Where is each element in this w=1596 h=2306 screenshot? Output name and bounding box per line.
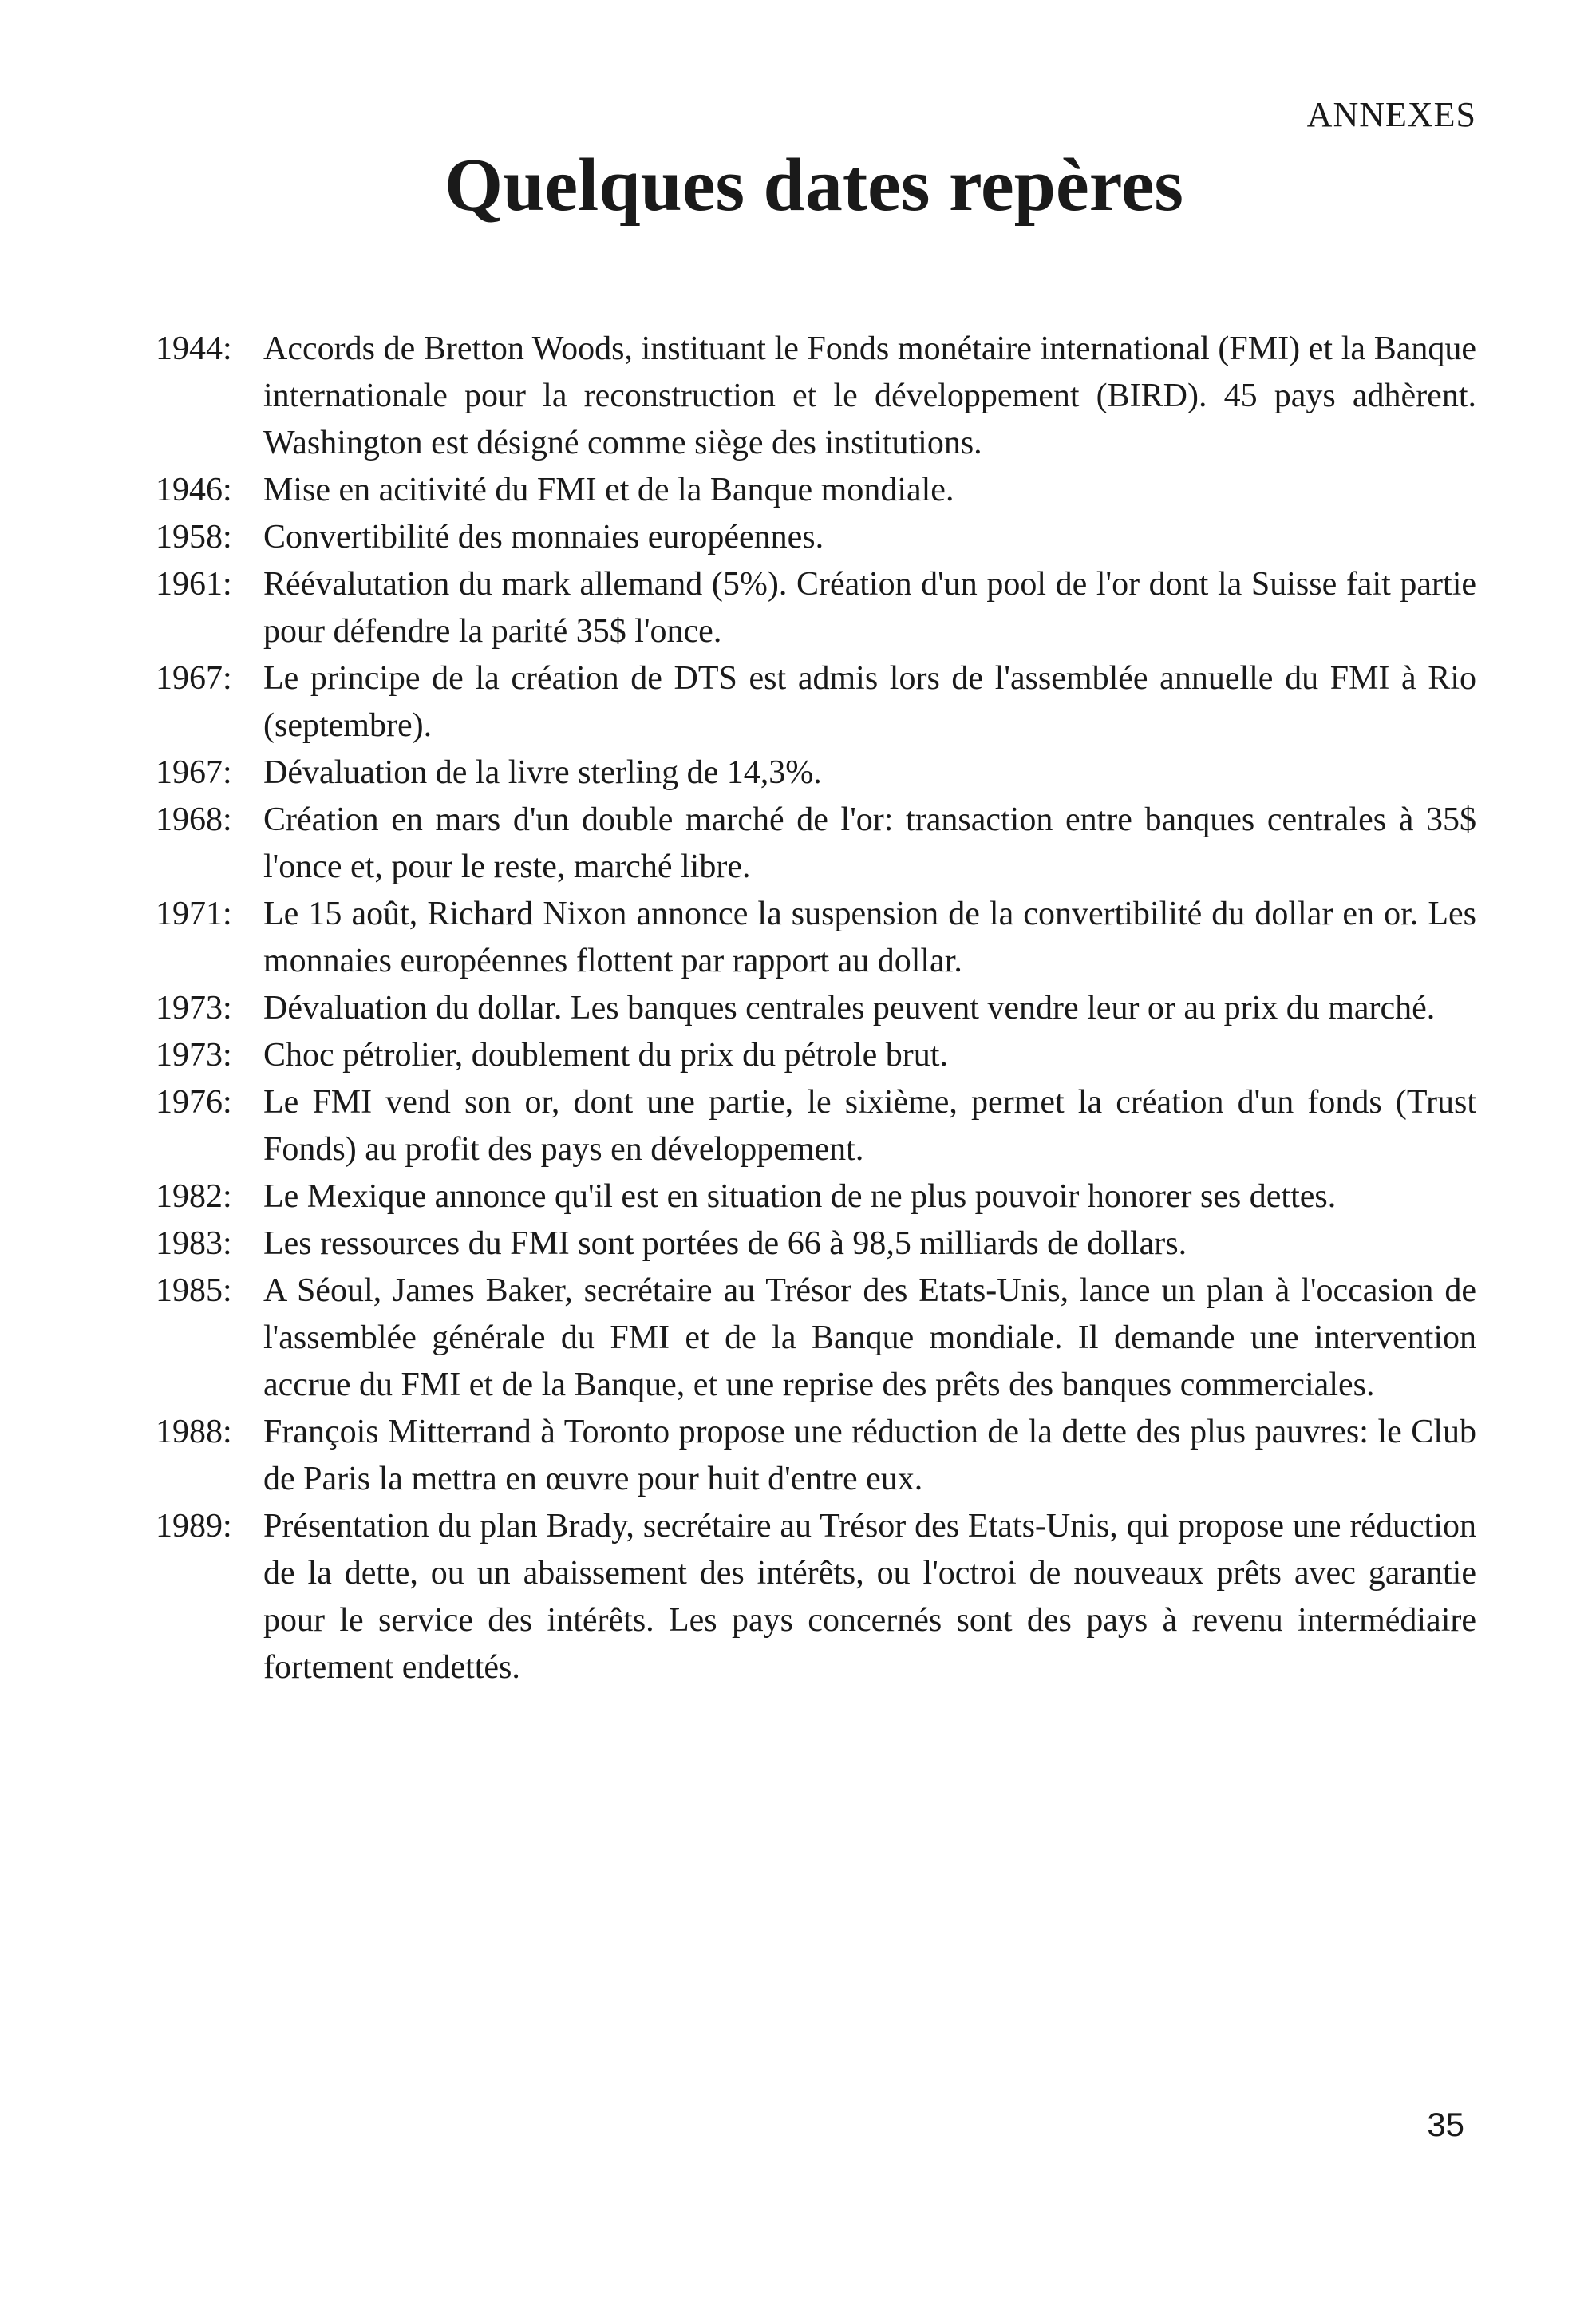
entry-year: 1946: [156,472,232,508]
timeline-entry [156,326,1476,467]
entry-year: 1971: [156,896,232,932]
page-number: 35 [1427,2106,1464,2143]
entry-text: Création en mars d'un double marché de l'or: transaction entre banques centrales à 35$ l'once et, pour le reste, marché libre. [263,801,1476,885]
page-title: Quelques dates repères [444,144,1184,227]
timeline [156,326,1476,1691]
entry-text: Dévaluation de la livre sterling de 14,3%. [263,754,822,791]
entry-text: Le principe de la création de DTS est admis lors de l'assemblée annuelle du FMI à Rio (septembre). [263,660,1476,744]
timeline-entry [156,1032,1476,1079]
entry-year: 1982: [156,1178,232,1215]
entry-text: Le Mexique annonce qu'il est en situation de ne plus pouvoir honorer ses dettes. [263,1178,1337,1215]
entry-text: François Mitterrand à Toronto propose une réduction de la dette des plus pauvres: le Club de Paris la mettra en œuvre pour huit d'entre eux. [263,1414,1476,1497]
entry-text: Mise en acitivité du FMI et de la Banque mondiale. [263,472,954,508]
entry-year: 1973: [156,990,232,1026]
entry-text: Présentation du plan Brady, secrétaire au Trésor des Etats-Unis, qui propose une réduction de la dette, ou un abaissement des intérêts, ou l'octroi de nouveaux prêts avec garantie pour le service des intérêts. Les pays concernés sont des pays à revenu intermédiaire fortement endettés. [263,1508,1476,1686]
entry-text: Le FMI vend son or, dont une partie, le sixième, permet la création d'un fonds (Trust Fonds) au profit des pays en développement. [263,1084,1476,1168]
timeline-entry [156,561,1476,655]
timeline-entry [156,797,1476,891]
entry-year: 1988: [156,1414,232,1450]
timeline-entry [156,1220,1476,1268]
entry-year: 1958: [156,519,232,556]
entry-year: 1976: [156,1084,232,1121]
entry-year: 1961: [156,566,232,603]
timeline-entry [156,891,1476,985]
timeline-entry [156,985,1476,1032]
timeline-entry [156,514,1476,561]
entry-year: 1989: [156,1508,232,1545]
timeline-entry [156,1409,1476,1503]
timeline-entry [156,1503,1476,1691]
timeline-entry [156,655,1476,750]
entry-text: A Séoul, James Baker, secrétaire au Trésor des Etats-Unis, lance un plan à l'occasion de l'assemblée générale du FMI et de la Banque mondiale. Il demande une intervention accrue du FMI et de la Banque, et une reprise des prêts des banques commerciales. [263,1272,1476,1403]
entry-year: 1985: [156,1272,232,1309]
entry-text: Choc pétrolier, doublement du prix du pétrole brut. [263,1037,948,1074]
timeline-entry [156,1079,1476,1173]
entry-text: Les ressources du FMI sont portées de 66 à 98,5 milliards de dollars. [263,1225,1187,1262]
entry-year: 1944: [156,330,232,367]
entry-text: Dévaluation du dollar. Les banques centrales peuvent vendre leur or au prix du marché. [263,990,1436,1026]
entry-year: 1983: [156,1225,232,1262]
section-label: ANNEXES [1306,95,1476,134]
entry-text: Accords de Bretton Woods, instituant le Fonds monétaire international (FMI) et la Banque internationale pour la reconstruction et le développement (BIRD). 45 pays adhèrent. Washington est désigné comme siège des institutions. [263,330,1476,461]
timeline-entry [156,1173,1476,1220]
entry-year: 1968: [156,801,232,838]
timeline-entry [156,750,1476,797]
entry-text: Convertibilité des monnaies européennes. [263,519,824,556]
timeline-entry [156,467,1476,514]
entry-text: Le 15 août, Richard Nixon annonce la suspension de la convertibilité du dollar en or. Les monnaies européennes flottent par rapport au dollar. [263,896,1476,979]
entry-text: Réévalutation du mark allemand (5%). Création d'un pool de l'or dont la Suisse fait partie pour défendre la parité 35$ l'once. [263,566,1476,650]
entry-year: 1973: [156,1037,232,1074]
entry-year: 1967: [156,754,232,791]
entry-year: 1967: [156,660,232,697]
timeline-entry [156,1268,1476,1409]
